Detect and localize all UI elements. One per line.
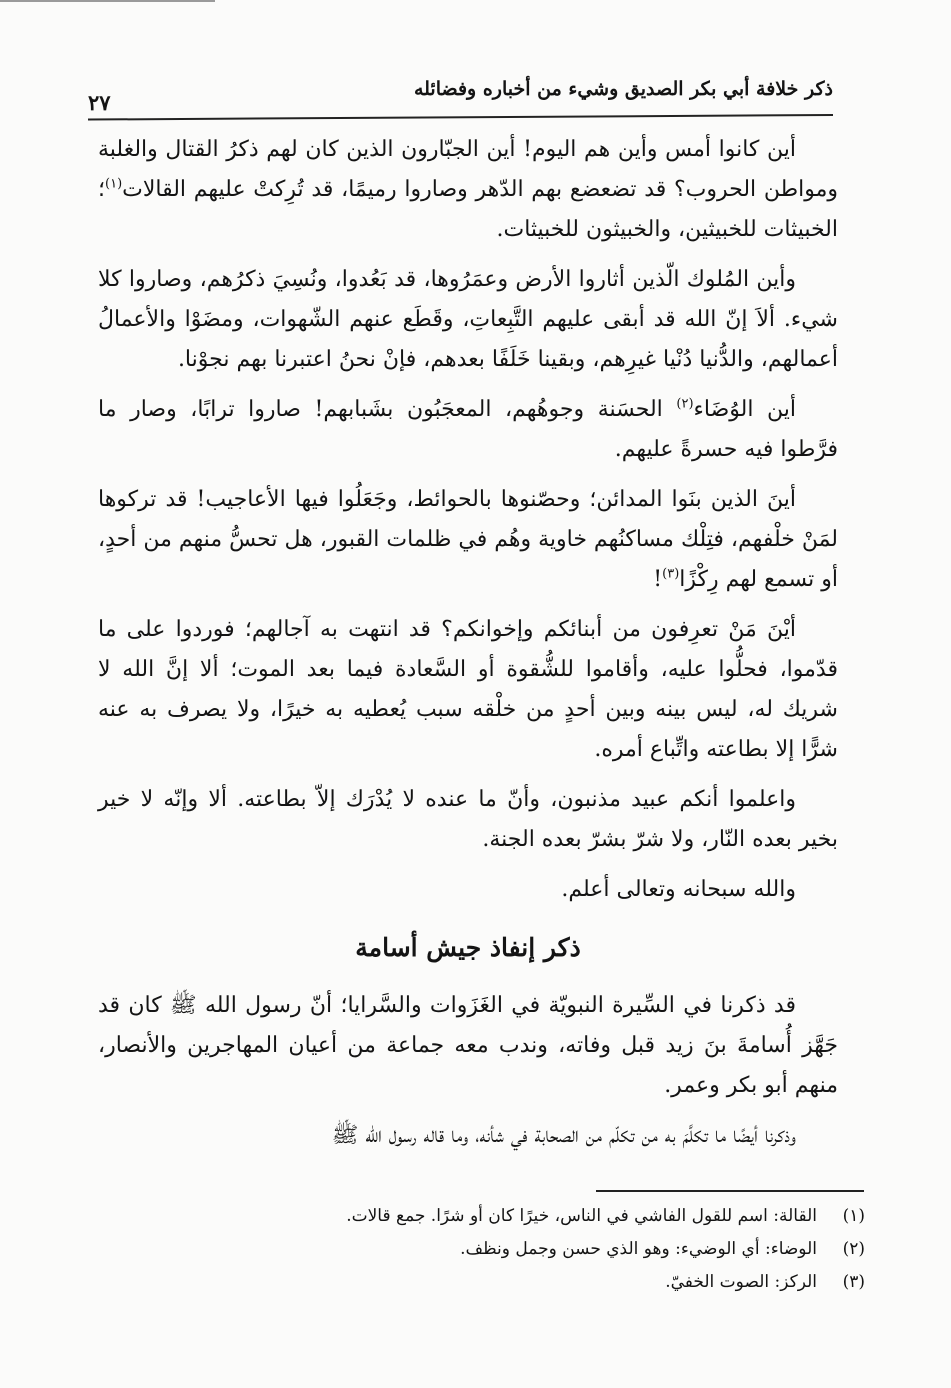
- footnote-3: [200, 1266, 865, 1299]
- paragraph-3: [98, 390, 838, 470]
- paragraph-7: والله سبحانه وتعالى أعلم.: [561, 877, 796, 902]
- footnote-ref-1: (١): [105, 176, 123, 192]
- paragraph-4-text-b: !: [653, 567, 663, 592]
- footnote-rule: [596, 1190, 864, 1192]
- footnote-1-number: (١): [842, 1206, 865, 1226]
- header-rule: [88, 114, 833, 121]
- paragraph-4: [98, 480, 838, 600]
- paragraph-1: [98, 130, 838, 250]
- top-edge-rule: [0, 0, 215, 2]
- footnote-1-text: القالة: اسم للقول الفاشي في الناس، خيرًا كان أو شرًا. جمع قالات.: [346, 1206, 817, 1226]
- paragraph-3-text-b: الحسَنة وجوهُهم، المعجَبُون بشَبابهم! صاروا ترابًا، وصار ما فرَّطوا فيه حسرةً عليهم.: [98, 397, 838, 462]
- footnote-1: [200, 1200, 865, 1233]
- paragraph-9: وذكرنا أيضًا ما تكلَّمَ به من تكلّم من الصحابة في شأنه، وما قاله رسول الله ﷺ: [331, 1123, 796, 1148]
- footnote-3-number: (٣): [842, 1272, 865, 1292]
- page-header: [88, 72, 833, 115]
- paragraph-5: أيْنَ مَنْ تعرِفون من أبنائكم وإخوانكم؟ قد انتهت به آجالهم؛ فوردوا على ما قدّموا، فحلُّوا عليه، وأقاموا للشُّقوة أو السَّعادة فيما بعد الموت؛ ألا إنَّ الله لا شريك له، ليس بينه وبين أحدٍ من خلْقه سبب يُعطيه به خيرًا، ولا يصرف به عنه شرًّا إلا بطاعته واتِّباع أمره.: [98, 617, 838, 762]
- footnote-3-text: الركز: الصوت الخفيّ.: [665, 1272, 817, 1292]
- paragraph-6: واعلموا أنكم عبيد مذنبون، وأنّ ما عنده لا يُدْرَك إلاّ بطاعته. ألا وإنّه لا خير بخير بعده النّار، ولا شرّ بشرّ بعده الجنة.: [98, 787, 838, 852]
- paragraph-8: قد ذكرنا في السِّيرة النبويّة في الغَزَوات والسَّرايا؛ أنّ رسول الله ﷺ كان قد جَهَّز أُسامةَ بنَ زيد قبل وفاته، وندب معه جماعة من أعيان المهاجرين والأنصار، منهم أبو بكر وعمر.: [98, 993, 838, 1098]
- page-number: ٢٧: [88, 90, 111, 115]
- paragraph-4-text-a: أينَ الذين بنَوا المدائن؛ وحصّنوها بالحوائط، وجَعَلُوا فيها الأعاجيب! قد تركوها لمَنْ خلْفهم، فتِلْك مساكنُهم خاوية وهُم في ظلمات القبور، هل تحسُّ منهم من أحدٍ، أو تسمع لهم رِكْزًا: [98, 487, 838, 592]
- paragraph-1-text-b: ؛ الخبيثات للخبيثين، والخبيثون للخبيثات.: [98, 177, 838, 242]
- footnote-ref-2: (٢): [676, 396, 694, 412]
- section-title: ذكر إنفاذ جيش أسامة: [355, 933, 581, 962]
- footnote-2-number: (٢): [842, 1239, 865, 1259]
- footnote-2-text: الوضاء: أي الوضيء: وهو الذي حسن وجمل ونظف.: [460, 1239, 817, 1259]
- paragraph-2: وأين المُلوك الّذين أثاروا الأرض وعمَرُوها، قد بَعُدوا، ونُسِيَ ذكرُهم، وصاروا كلا شيء. ألاَ إنّ الله قد أبقى عليهم التَّبِعاتِ، وقَطَع عنهم الشّهوات، ومضَوْا والأعمالُ أعمالهم، والدُّنيا دُنْيا غيرِهم، وبقينا خَلَفًا بعدهم، فإنْ نحنُ اعتبرنا بهم نجوْنا.: [98, 267, 838, 372]
- footnote-ref-3: (٣): [662, 566, 680, 582]
- running-head: ذكر خلافة أبي بكر الصديق وشيء من أخباره وفضائله: [413, 78, 833, 100]
- paragraph-3-text-a: أين الوُضَاء: [693, 397, 796, 422]
- footnote-2: [200, 1233, 865, 1266]
- footnotes: [200, 1200, 865, 1299]
- paragraph-1-text-a: أين كانوا أمس وأين هم اليوم! أين الجبّارون الذين كان لهم ذكرُ القتال والغلبة ومواطن الحروب؟ قد تضعضع بهم الدّهر وصاروا رميمًا، قد تُرِكتْ عليهم القالات: [98, 137, 838, 202]
- body-text: [98, 130, 838, 1166]
